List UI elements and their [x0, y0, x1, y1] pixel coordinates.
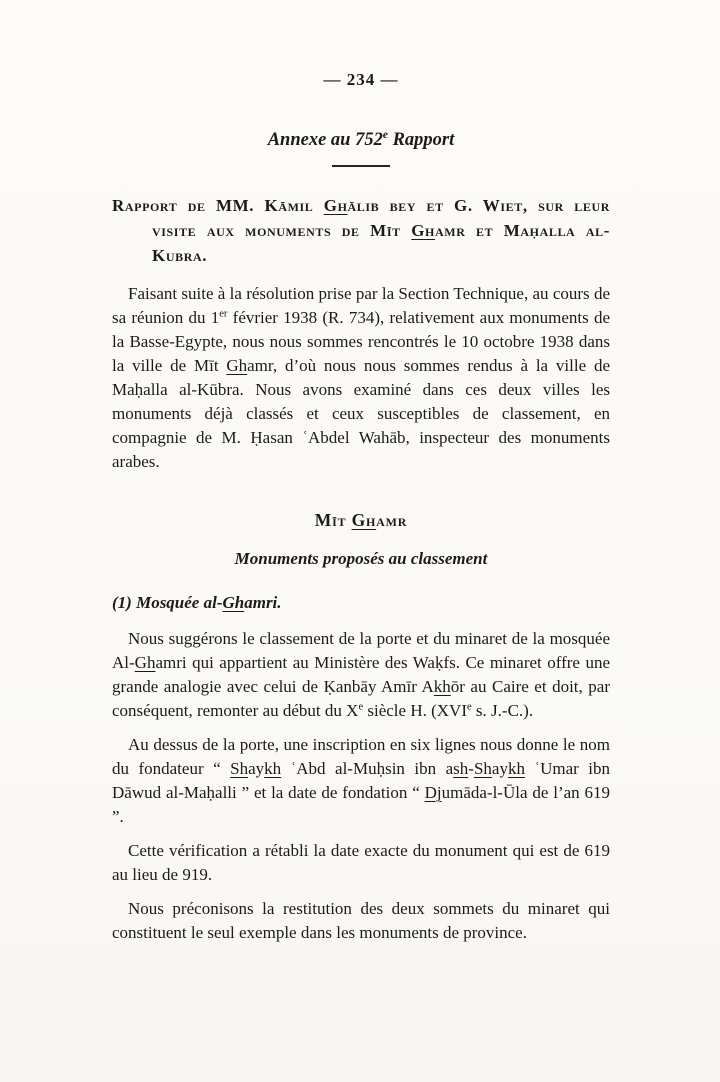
- section-subtitle: Monuments proposés au classement: [234, 549, 488, 568]
- intro-paragraph: Faisant suite à la résolution prise par la Section Technique, au cours de sa réunion du 1er février 1938 (R. 734), relativement aux monuments de la Basse-Egypte, nous nous sommes rencontrés le 10 octobre 1938 dans la ville de Mīt Ghamr, d’où nous nous sommes rendus à la ville de Maḥalla al-Kūbra. Nous avons examiné dans ces deux villes les monuments déjà classés et ceux susceptibles de classement, en compagnie de M. Ḥasan ʿAbdel Wahāb, inspecteur des monuments arabes.: [112, 284, 611, 471]
- paragraph-inscription: Au dessus de la porte, une inscription en six lignes nous donne le nom du fondateur “ Shaykh ʿAbd al-Muḥsin ibn ash-Shaykh ʿUmar ibn Dāwud al-Maḥalli ” et la date de fondation “ Djumāda-l-Ūla de l’an 619 ”.: [112, 735, 611, 826]
- annex-title: Annexe au 752e Rapport: [267, 128, 455, 150]
- page-number: — 234 —: [323, 70, 399, 89]
- item-heading: (1) Mosquée al-Ghamri.: [112, 593, 282, 612]
- paragraph-verification: Cette vérification a rétabli la date exacte du monument qui est de 619 au lieu de 919.: [112, 841, 610, 884]
- section-title: Mīt Ghamr: [314, 510, 408, 530]
- title-rule: [332, 165, 390, 167]
- paragraph-mosque-classement: Nous suggérons le classement de la porte et du minaret de la mosquée Al-Ghamri qui appartient au Ministère des Waḳfs. Ce minaret offre une grande analogie avec celui de Ḳanbāy Amīr Akhōr au Caire et doit, par conséquent, remonter au début du Xe siècle H. (XVIe s. J.-C.).: [112, 629, 610, 720]
- report-heading: Rapport de MM. Kāmil Ghālib bey et G. Wiet, sur leur visite aux monuments de Mīt Ghamr et Maḥalla al-Kubra.: [112, 196, 610, 265]
- paragraph-restitution: Nous préconisons la restitution des deux sommets du minaret qui constituent le seul exemple dans les monuments de province.: [112, 899, 610, 942]
